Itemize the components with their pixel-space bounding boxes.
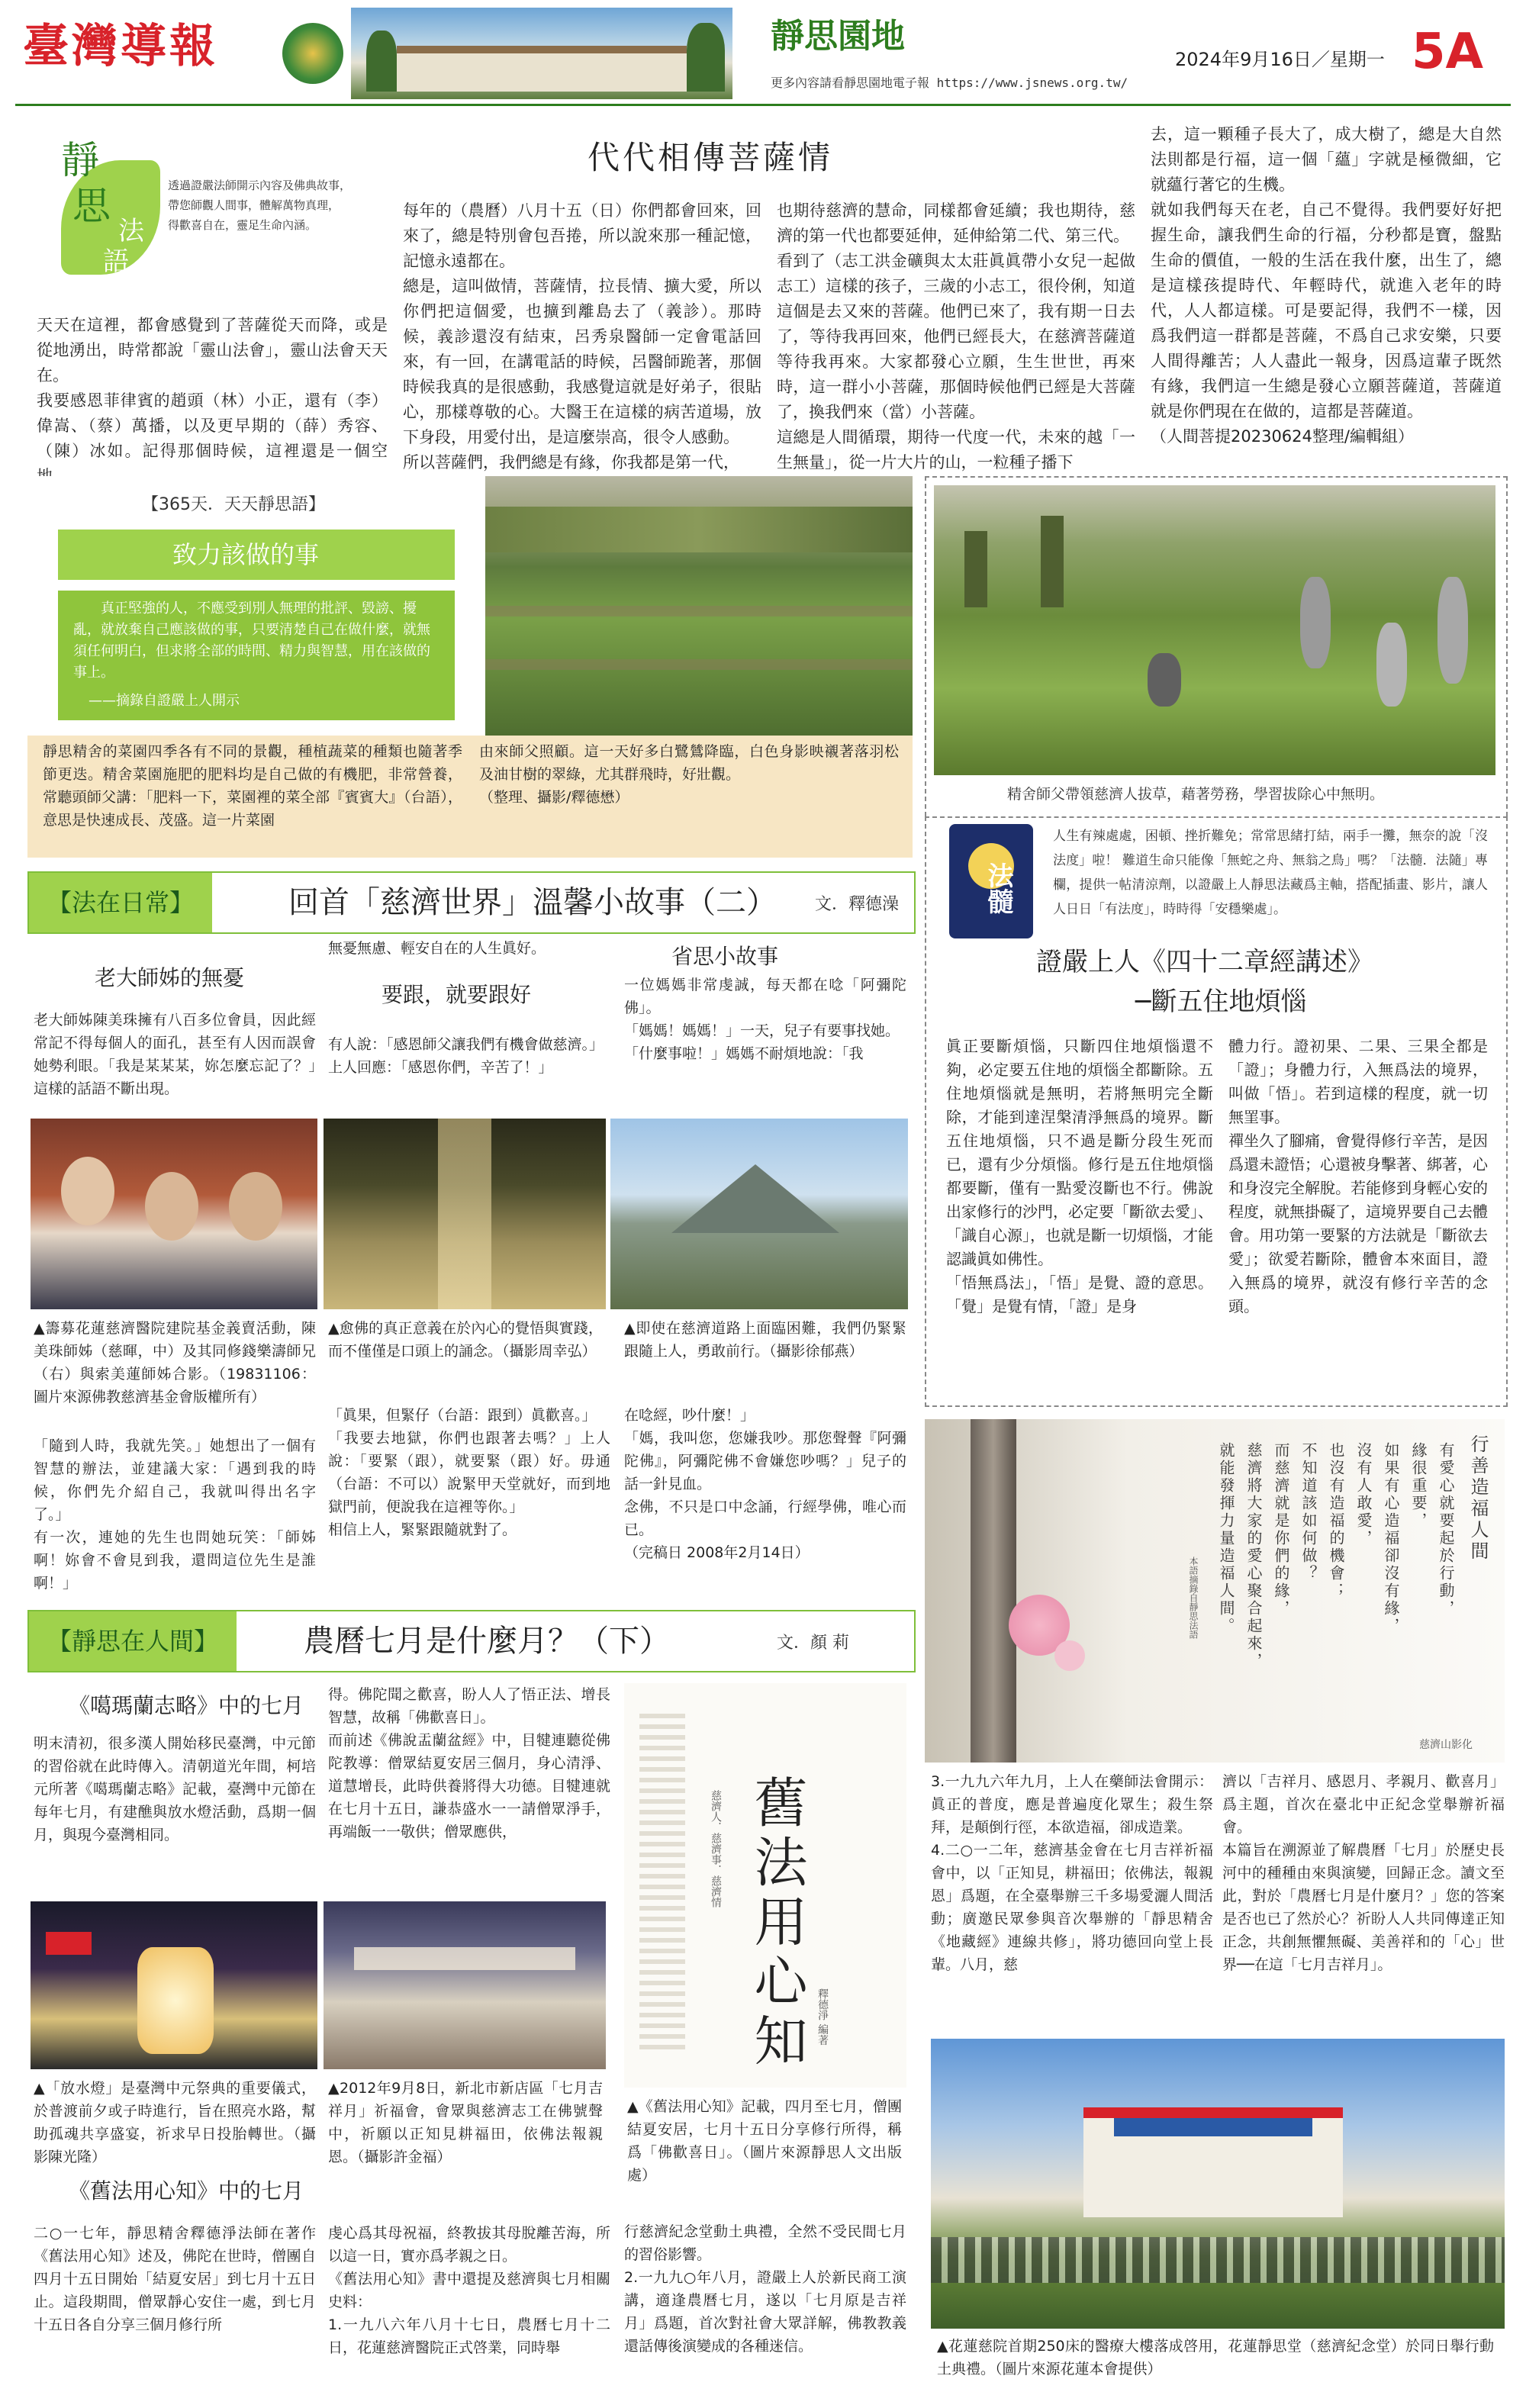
poem-line: 而慈濟就是你們的緣， (1272, 1442, 1290, 1618)
daily-jingsi-quote: 真正堅強的人，不應受到別人無理的批評、毀謗、擾亂，就放棄自己應該做的事，只要清楚自己在做什麼，就無須任何明白，但求將全部的時間、精力與智慧，用在該做的事上。 ——摘錄自證嚴上人開示 (58, 591, 455, 720)
daily-jingsi-source: ——摘錄自證嚴上人開示 (89, 693, 240, 709)
mountain-ridge-photo (610, 1119, 908, 1309)
logo-char-3: 法 (118, 216, 144, 246)
renjian-cap1: ▲「放水燈」是臺灣中元祭典的重要儀式，於普渡前夕或子時進行，旨在照亮水路，幫助孤魂共享盛宴，祈求早日投胎轉世。（攝影陳光隆） (34, 2080, 316, 2165)
fazai-cap1: ▲籌募花蓮慈濟醫院建院基金義賣活動，陳美珠師姊（慈暉，中）及其同修錢樂濤師兄（右）與索美蓮師姊合影。（19831106：圖片來源佛教慈濟基金會版權所有） (34, 1320, 316, 1405)
dharma-icon-label: 法髓 (983, 862, 1013, 914)
poem-source: 本語摘錄自靜思法語 (1188, 1557, 1199, 1639)
daily-jingsi-title: 致力該做的事 (172, 540, 320, 569)
dharma-intro: 人生有辣處處，困頓、挫折難免；常常思緒打結，兩手一攤，無奈的說「沒法度」啦！ 難道生命只能像「無蛇之舟、無翁之鳥」嗎？「法髓．法隨」專欄，提供一帖清涼劑，以證嚴上人靜思法藏爲主軸，搭配插畫、影片，讓人人日日「有法度」，時時得「安穩樂處」。 (1053, 829, 1488, 917)
article1-col3: 也期待慈濟的慧命，同樣都會延續；我也期待，慈濟的第一代也都要延伸，延伸給第二代、第三代。 看到了（志工洪金礦與太太莊眞眞帶小女兒一起做志工）這樣的孩子，三歲的小志工，很伶俐，知道這個是去又來的菩薩。他們已來了，我有期一日去了，等待我再回來，他們已經長大，在慈濟菩薩道等待我再來。大家都發心立願，生生世世，再來時，這一群小小菩薩，那個時候他們已經是大菩薩了，換我們來（當）小菩薩。 這總是人間循環，期待一代度一代，未來的越「一生無量」，從一片大片的山，一粒種子播下 (777, 201, 1135, 472)
poem-line: 不知道該如何做？ (1299, 1442, 1318, 1582)
book-illustration (639, 1714, 685, 2049)
forest-path-photo (324, 1119, 606, 1309)
water-lantern-photo (31, 1901, 317, 2069)
dharma-title-1: 證嚴上人《四十二章經講述》 (1036, 947, 1373, 977)
renjian-col1-top: 明末清初，很多漢人開始移民臺灣，中元節的習俗就在此時傳入。清朝道光年間，柯培元所著《噶瑪蘭志略》記載，臺灣中元節在每年七月，有建醮與放水燈活動，爲期一個月，與現今臺灣相同。 (34, 1735, 316, 1843)
poem-line: 慈濟將大家的愛心聚合起來， (1244, 1442, 1263, 1670)
fazai-title: 回首「慈濟世界」溫馨小故事（二） (288, 885, 777, 920)
vegetable-garden-photo (485, 476, 913, 736)
book-author: 釋德淨 編著 (816, 1988, 829, 2046)
chen-meizhu-photo (31, 1119, 317, 1309)
renjian-cap2: ▲2012年9月8日，新北市新店區「七月吉祥月」祈福會，會眾與慈濟志工在佛號聲中，祈願以正知見耕福田，依佛法報親恩。（攝影許金福） (328, 2080, 603, 2165)
article1-col1: 天天在這裡，都會感覺到了菩薩從天而降，或是從地湧出，時常都說「靈山法會」，靈山法會天天在。 我要感恩菲律賓的趙頭（林）小正，還有（李）偉嵩、（蔡）萬播，以及更早期的（薛）秀容、（陳）冰如。記得那個時候，這裡還是一個空 (37, 316, 388, 460)
paper-name: 臺灣導報 (23, 20, 218, 73)
fazai-col1-top: 老大師姊陳美珠擁有八百多位會員，因此經常記不得每個人的面孔，甚至有人因而誤會她勢利眼。「我是某某某，妳怎麼忘記了？」這樣的話語不斷出現。 (34, 1012, 316, 1097)
renjian-title: 農曆七月是什麼月？（下） (304, 1624, 670, 1659)
tzuchi-logo (282, 23, 343, 84)
poem-lines (1206, 1442, 1457, 1694)
fazai-cap3: ▲即使在慈濟道路上面臨困難，我們仍緊緊跟隨上人，勇敢前行。（攝影徐郁燕） (624, 1320, 906, 1360)
poem-line: 緣很重要， (1409, 1442, 1428, 1530)
jingsi-logo (46, 122, 168, 282)
poem-line: 有愛心就要起於行動， (1437, 1442, 1455, 1618)
renjian-col2-top: 得。佛陀聞之歡喜，盼人人了悟正法、增長智慧，故稱「佛歡喜日」。 而前述《佛說盂蘭盆經》中，目犍連聽從佛陀教導：僧眾結夏安居三個月，身心清淨、道慧增長，此時供養將得大功德。目犍連就在七月十五日，謙恭盛水一一請僧眾淨手，再端飯一一敬供；僧眾應供， (328, 1686, 610, 1840)
logo-char-4: 語 (103, 246, 129, 277)
fazai-col2-bot: 「眞果，但緊仔（台語：跟到）眞歡喜。」 「我要去地獄，你們也跟著去嗎？」上人說：「要緊（跟），就要緊（跟）好。毋通（台語：不可以）說緊甲天堂就好，而到地獄門前，便說我在這裡等你。」 相信上人，緊緊跟隨就對了。 (328, 1407, 610, 1538)
dharma-col2: 體力行。證初果、二果、三果全都是「證」；身體力行，入無爲法的境界，叫做「悟」。若到這樣的程度，就一切無罣事。 禪坐久了腳痛，會覺得修行辛苦，是因爲還未證悟；心還被身擊著、綁著，心和身沒完全解脫。若能修到身輕心安的程度，就無掛礙了，這境界要自己去體會。用功第一要緊的方法就是「斷欲去愛」；欲愛若斷除，體會本來面目，證入無爲的境界，就沒有修行辛苦的念頭。 (1228, 1037, 1488, 1315)
renjian-col2-bot: 虔心爲其母祝福，終教拔其母脫離苦海，所以這一日，實亦爲孝親之日。 《舊法用心知》書中還提及慈濟與七月相關史料： 1.一九八六年八月十七日，農曆七月十二日，花蓮慈濟醫院正式啓業，同時舉 (328, 2225, 610, 2356)
book-cover (624, 1683, 906, 2088)
renjian-sub2: 《舊法用心知》中的七月 (69, 2178, 304, 2204)
renjian-author: 文．顏 莉 (777, 1634, 849, 1653)
fazai-sub1: 老大師姊的無憂 (95, 965, 245, 990)
date: 2024年9月16日／星期一 (1175, 49, 1385, 70)
renjian-col5-top: 濟以「吉祥月、感恩月、孝親月、歡喜月」爲主題，首次在臺北中正紀念堂舉辦祈福會。 本篇旨在溯源並了解農曆「七月」於歷史長河中的種種由來與演變，回歸正念。讀文至此，對於「農曆七月是什麼月？」您的答案是否也已了然於心？祈盼人人共同傳達正知正念，共創無懼無礙、美善祥和的「心」世界──在這「七月吉祥月」。 (1222, 1773, 1505, 1973)
section-title: 靜思園地 (771, 17, 905, 56)
article1-title: 代代相傳菩薩情 (588, 139, 834, 176)
monastics-weeding-photo (934, 485, 1495, 775)
poem-signature: 慈濟山影化 (1419, 1739, 1473, 1751)
sub-line: 更多內容請看靜思園地電子報 https://www.jsnews.org.tw/ (771, 76, 1128, 90)
poem-line: 如果有心造福卻沒有緣， (1382, 1442, 1400, 1635)
renjian-sub1: 《噶瑪蘭志略》中的七月 (69, 1693, 304, 1718)
fazai-col2-top2: 有人說：「感恩師父讓我們有機會做慈濟。」 上人回應：「感恩你們，辛苦了！」 (328, 1036, 604, 1076)
garden-photo-caption: 精舍師父帶領慈濟人拔草，藉著勞務，學習拔除心中無明。 (1007, 786, 1385, 803)
fazai-author: 文．釋德澡 (815, 895, 900, 914)
fazai-sub3: 省思小故事 (671, 944, 779, 969)
book-subtitle: 慈濟人．慈濟事．慈濟情 (710, 1790, 722, 1907)
renjian-col1-bot: 二○一七年，靜思精舍釋德淨法師在著作《舊法用心知》述及，佛陀在世時，僧團自四月十五日開始「結夏安居」到七月十五日止。這段期間，僧眾靜心安住一處，到七月十五日各自分享三個月修行所 (34, 2225, 316, 2333)
fazai-col2-top: 無憂無慮、輕安自在的人生眞好。 (328, 940, 546, 957)
ceremony-caption: ▲花蓮慈院首期250床的醫療大樓落成啓用，花蓮靜思堂（慈濟紀念堂）於同日舉行動土典禮。（圖片來源花蓮本會提供） (937, 2338, 1494, 2377)
jingsi-intro: 透過證嚴法師開示內容及佛典故事， 帶您師觀人間事，體解萬物真理， 得歡喜自在，靈足生命內涵。 (168, 179, 352, 232)
fazai-col1-bot: 「隨到人時，我就先笑。」她想出了一個有智慧的辦法，並建議大家：「遇到我的時候，你們先介紹自己，我就叫得出名字了。」 有一次，連她的先生也問她玩笑：「師姊啊！妳會不會見到我，還問這位先生是誰啊！」 (34, 1437, 316, 1592)
fazai-col3-bot: 在唸經，吵什麼！」 「媽，我叫您，您嫌我吵。那您聲聲『阿彌陀佛』，阿彌陀佛不會嫌您吵嗎？」兒子的話一針見血。 念佛，不只是口中念誦，行經學佛，唯心而已。 （完稿日 2008年2月14日） (624, 1407, 906, 1561)
article1-col4: 去，這一顆種子長大了，成大樹了，總是大自然法則都是行福，這一個「蘊」字就是極微細，它就蘊行著它的生機。 就如我們每天在老，自己不覺得。我們要好好把握生命，讓我們生命的行福，分秒都是寶，盤點生命的價值，一般的生活在我什麼，出生了，總是這樣孩提時代、年輕時代，就進入老年的時代，人人都這樣。可是要記得，我們不一樣，因爲我們這一群都是菩薩，不爲自己求安樂，只要人間得離苦；人人盡此一報身，因爲這輩子既然有緣，我們這一生總是發心立願菩薩道，菩薩道就是你們現在在做的，這都是菩薩道。 （人間菩提20230624整理/編輯組） (1151, 125, 1502, 446)
fazai-section-bar (27, 871, 916, 934)
groundbreaking-ceremony-photo (931, 2039, 1505, 2329)
fazai-col3-top: 一位媽媽非常虔誠，每天都在唸「阿彌陀佛」。 「媽媽！媽媽！」一天，兒子有要事找她。 「什麼事啦！」媽媽不耐煩地說：「我 (624, 977, 906, 1062)
blessing-ceremony-photo (324, 1901, 606, 2069)
renjian-col3-bot: 行慈濟紀念堂動土典禮，全然不受民間七月的習俗影響。 2.一九九○年八月，證嚴上人於新民商工演講，適逢農曆七月，遂以「七月原是吉祥月」爲題，首次對社會大眾詳解，佛教教義還話傳後演變成的各種迷信。 (624, 2223, 906, 2355)
fazai-tag: 【法在日常】 (29, 873, 212, 932)
book-title: 舊法用心知 (745, 1775, 808, 2072)
masthead (0, 0, 1526, 107)
header-rule (15, 104, 1511, 106)
renjian-tag: 【靜思在人間】 (29, 1611, 237, 1671)
logo-char-2: 思 (72, 184, 111, 228)
page-number: 5A (1412, 24, 1484, 80)
fazai-cap2: ▲愈佛的真正意義在於內心的覺悟與實踐，而不僅僅是口頭上的誦念。（攝影周幸弘） (328, 1320, 603, 1360)
renjian-section-bar (27, 1610, 916, 1672)
logo-char-1: 靜 (61, 138, 99, 182)
daily-jingsi-body-col2: 由來師父照顧。這一天好多白鷺鷥降臨，白色身影映襯著落羽松及油甘樹的翠綠，尤其群飛時，好壯觀。 （整理、攝影/釋德懋） (479, 743, 899, 806)
dharma-col1: 眞正要斷煩惱，只斷四住地煩惱還不夠，必定要五住地的煩惱全都斷除。五住地煩惱就是無明，若將無明完全斷除，才能到達涅槃清淨無爲的境界。斷五住地煩惱，只不過是斷分段生死而已，還有少分煩惱。修行是五住地煩惱都要斷，僅有一點愛沒斷也不行。佛說出家修行的沙門，必定要「斷欲去愛」、「識自心源」，也就是斷一切煩惱，才能認識眞如佛性。 「悟無爲法」，「悟」是覺、證的意思。「覺」是覺有情，「證」是身 (946, 1037, 1213, 1315)
poem-line: 沒有人敢愛， (1354, 1442, 1373, 1547)
poem-line: 也沒有造福的機會； (1327, 1442, 1345, 1600)
dharma-title-2: ─斷五住地煩惱 (1135, 987, 1307, 1017)
daily-jingsi-title-bar (58, 530, 455, 580)
poem-title: 行善造福人間 (1467, 1434, 1489, 1563)
fazai-sub2: 要跟，就要跟好 (382, 982, 532, 1007)
poem-line: 就能發揮力量造福人間。 (1217, 1442, 1235, 1635)
daily-jingsi-body-col1: 靜思精舍的菜園四季各有不同的景觀，種植蔬菜的種類也隨著季節更迭。精舍菜園施肥的肥料均是自己做的有機肥，非常營養，常聽頭師父講：「肥料一下，菜園裡的菜全部『賓賓大』（台語），意思是快速成長、茂盛。這一片菜園 (43, 743, 462, 829)
daily-jingsi-tag: 【365天．天天靜思語】 (142, 495, 325, 514)
article1-col2: 每年的（農曆）八月十五（日）你們都會回來，回來了，總是特別會包吾捲，所以說來那一種記憶，記憶永遠都在。 總是，這叫做情，菩薩情，拉長情、擴大愛，所以你們把這個愛，也擴到離島去了（義診）。那時候，義診還沒有結束，呂秀泉醫師一定會電話回來，有一回，在講電話的時候，呂醫師跪著，那個時候我真的是很感動，我感覺這就是好弟子，很貼心，那樣尊敬的心。大醫王在這樣的病苦道場，放下身段，用愛付出，是這麼崇高，很令人感動。 所以菩薩們，我們總是有緣，你我都是第一代， (403, 201, 761, 472)
header-photo-monastery (351, 8, 732, 99)
renjian-col4-top: 3.一九九六年九月，上人在藥師法會開示：眞正的普度，應是普遍度化眾生；殺生祭拜，是顛倒行徑，本欲造福，卻成造業。 4.二○一二年，慈濟基金會在七月吉祥祈福會中，以「正知見，耕福田；依佛法，報親恩」爲題，在全臺舉辦三千多場愛灑人間活動；廣邀民眾參與音次舉辦的「靜思精舍《地藏經》連線共修」，將功德回向堂上長輩。八月，慈 (931, 1773, 1213, 1973)
dharma-icon (949, 824, 1033, 938)
book-caption: ▲《舊法用心知》記載，四月至七月，僧團結夏安居，七月十五日分享修行所得，稱爲「佛歡喜日」。（圖片來源靜思人文出版處） (627, 2098, 902, 2184)
daily-jingsi-quote-box (27, 476, 485, 736)
